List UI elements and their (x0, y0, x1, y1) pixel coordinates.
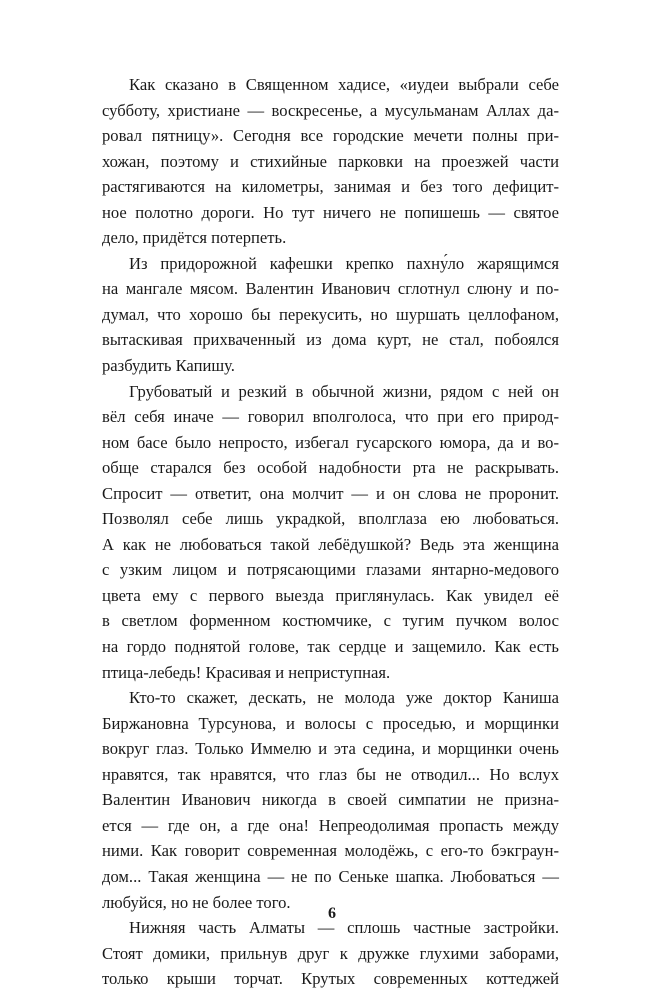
text-line: Нижняя часть Алматы — сплошь частные застройки. (129, 918, 559, 938)
text-line: цвета ему с первого выезда приглянулась. Как увидел её (102, 585, 559, 605)
text-line: Позволял себе лишь украдкой, вполглаза ею любоваться. (102, 509, 559, 529)
text-line: Биржановна Турсунова, и волосы с проседью, и морщинки (102, 713, 559, 733)
text-line: на мангале мясом. Валентин Иванович сглотнул слюну и по- (102, 279, 559, 299)
text-line: только крыши торчат. Крутых современных коттеджей (102, 969, 559, 989)
text-line: Из придорожной кафешки крепко пахну́ло жарящимся (129, 253, 559, 273)
body-text (102, 72, 559, 992)
text-line: вокруг глаз. Только Иммелю и эта седина, и морщинки очень (102, 739, 559, 759)
text-line: с узким лицом и потрясающими глазами янтарно-медового (102, 560, 559, 580)
text-line: в светлом форменном костюмчике, с тугим пучком волос (102, 611, 559, 631)
text-line: думал, что хорошо бы перекусить, но шуршать целлофаном, (102, 304, 559, 324)
text-line: Стоят домики, прильнув друг к дружке глухими заборами, (102, 943, 559, 963)
text-line: Грубоватый и резкий в обычной жизни, рядом с ней он (129, 381, 559, 401)
text-line: дело, придётся потерпеть. (102, 228, 287, 248)
text-line: А как не любоваться такой лебёдушкой? Ведь эта женщина (102, 534, 559, 554)
text-line: ном басе было непросто, избегал гусарского юмора, да и во- (102, 432, 559, 452)
text-line: ное полотно дороги. Но тут ничего не попишешь — святое (102, 202, 559, 222)
text-line: вёл себя иначе — говорил вполголоса, что при его природ- (102, 407, 559, 427)
text-line: ними. Как говорит современная молодёжь, с его-то бэкграун- (102, 841, 559, 861)
text-line: ровал пятницу». Сегодня все городские мечети полны при- (102, 126, 559, 146)
text-line: на гордо поднятой голове, так сердце и защемило. Как есть (102, 637, 559, 657)
text-line: любуйся, но не более того. (102, 892, 291, 912)
text-line: Валентин Иванович никогда в своей симпатии не призна- (102, 790, 559, 810)
page-number: 6 (328, 905, 336, 922)
text-line: Спросит — ответит, она молчит — и он слова не проронит. (102, 483, 559, 503)
text-line: ется — где он, а где она! Непреодолимая пропасть между (102, 815, 559, 835)
text-line: птица-лебедь! Красивая и неприступная. (102, 662, 391, 682)
text-line: растягиваются на километры, занимая и без того дефицит- (102, 177, 559, 197)
text-line: нравятся, так нравятся, что глаз бы не отводил... Но вслух (102, 764, 559, 784)
text-line: разбудить Капишу. (102, 356, 235, 376)
text-line: хожан, поэтому и стихийные парковки на проезжей части (102, 151, 559, 171)
text-line: субботу, христиане — воскресенье, а мусульманам Аллах да- (102, 100, 559, 120)
text-line: вытаскивая прихваченный из дома курт, не стал, побоялся (102, 330, 559, 350)
text-line: Как сказано в Священном хадисе, «иудеи выбрали себе (129, 75, 559, 94)
text-line: дом... Такая женщина — не по Сеньке шапка. Любоваться — (102, 866, 559, 886)
text-line: обще старался без особой надобности рта не раскрывать. (102, 458, 559, 478)
text-line: Кто-то скажет, дескать, не молода уже доктор Каниша (129, 688, 559, 708)
